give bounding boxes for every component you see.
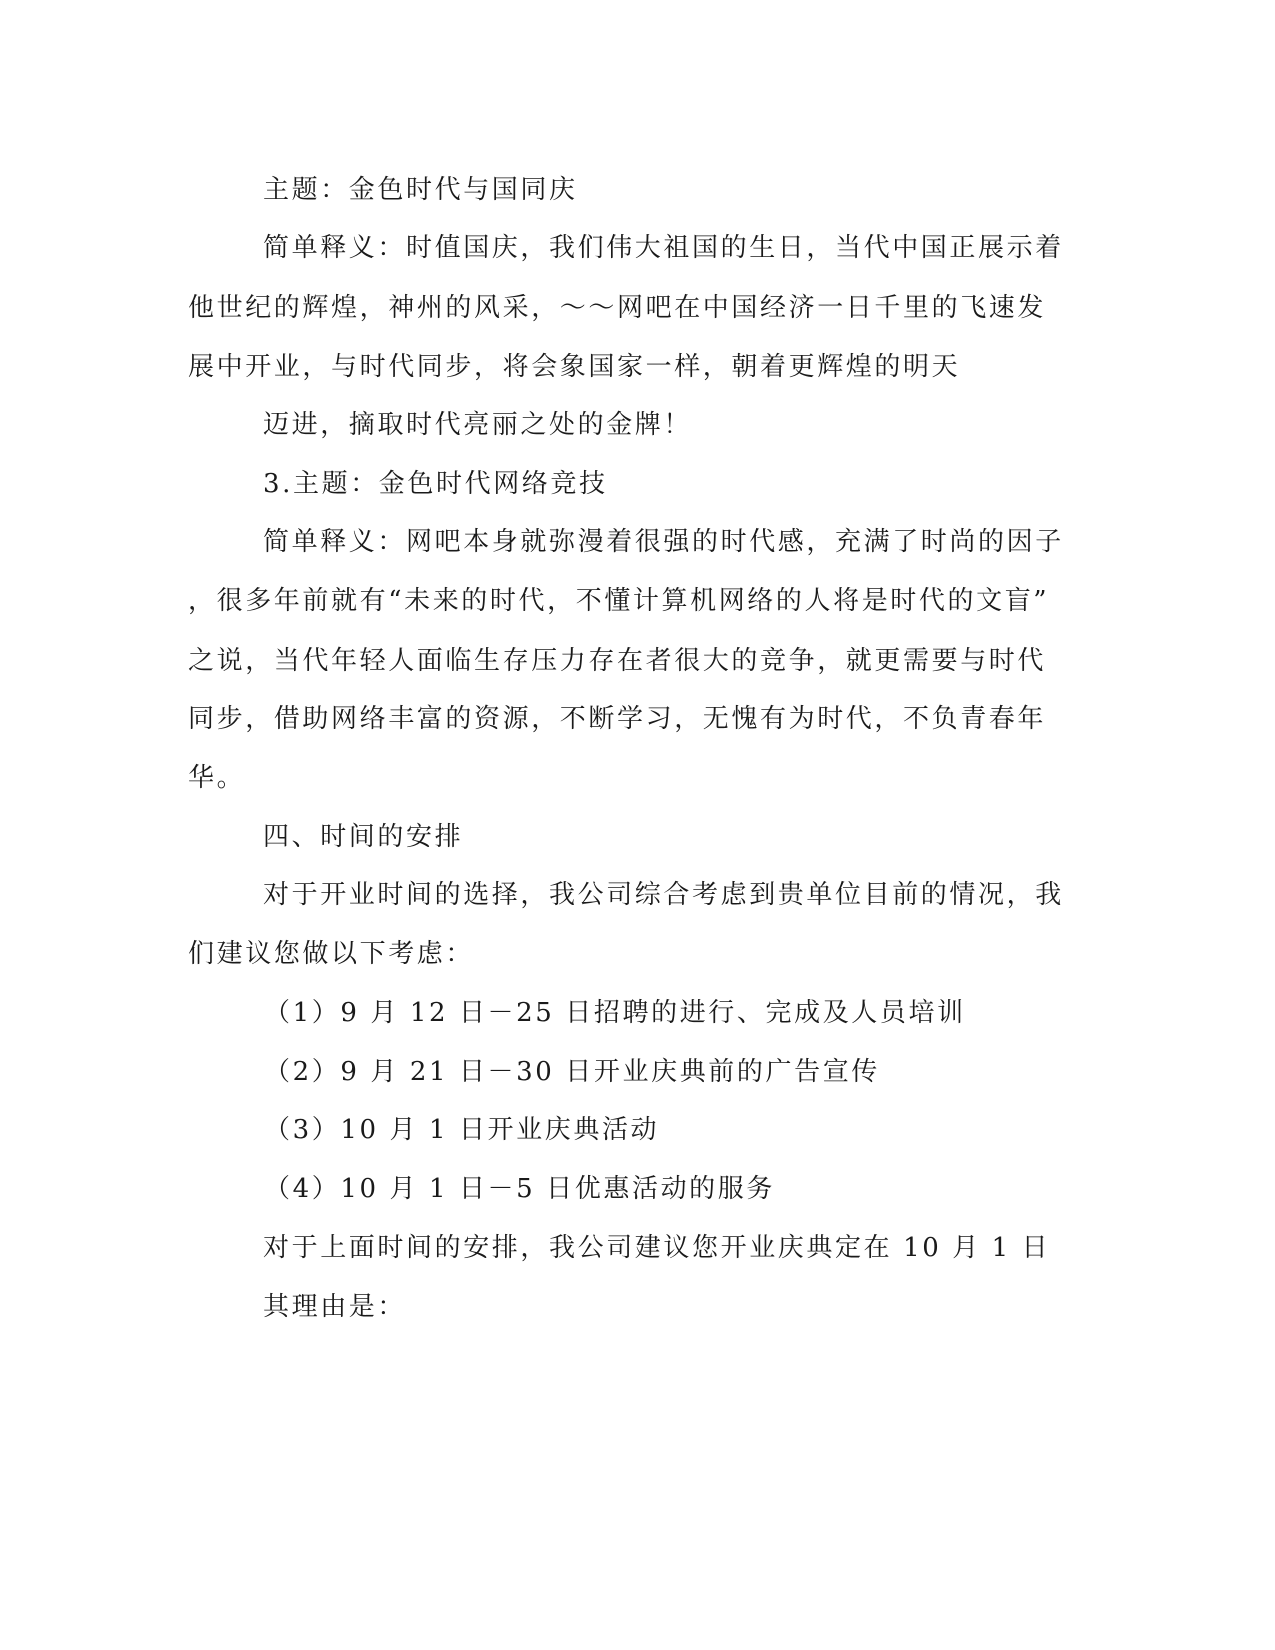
theme-3-explanation-line-4: 同步，借助网络丰富的资源，不断学习，无愧有为时代，不负青春年 [188, 704, 1047, 734]
theme-3-explanation-line-1: 简单释义：网吧本身就弥漫着很强的时代感，充满了时尚的因子 [263, 527, 1064, 557]
theme-3-heading: 3.主题：金色时代网络竞技 [263, 469, 608, 499]
reason-heading: 其理由是： [263, 1292, 407, 1322]
schedule-item-1: （1）9 月 12 日－25 日招聘的进行、完成及人员培训 [264, 998, 966, 1028]
theme-2-explanation-line-4: 迈进，摘取时代亮丽之处的金牌！ [263, 410, 693, 440]
theme-3-explanation-line-3: 之说，当代年轻人面临生存压力存在者很大的竞争，就更需要与时代 [188, 646, 1047, 676]
schedule-recommendation: 对于上面时间的安排，我公司建议您开业庆典定在 10 月 1 日 [263, 1233, 1051, 1263]
schedule-item-2: （2）9 月 21 日－30 日开业庆典前的广告宣传 [264, 1057, 880, 1087]
theme-2-explanation-line-2: 他世纪的辉煌，神州的风采，～～网吧在中国经济一日千里的飞速发 [188, 293, 1047, 323]
schedule-intro-line-2: 们建议您做以下考虑： [188, 939, 475, 969]
schedule-intro-line-1: 对于开业时间的选择，我公司综合考虑到贵单位目前的情况，我 [263, 880, 1064, 910]
theme-3-explanation-line-5: 华。 [188, 763, 246, 793]
section-4-heading: 四、时间的安排 [263, 822, 464, 852]
schedule-item-4: （4）10 月 1 日－5 日优惠活动的服务 [264, 1174, 775, 1204]
theme-2-heading: 主题：金色时代与国同庆 [263, 175, 578, 205]
theme-3-explanation-line-2: ，很多年前就有“未来的时代，不懂计算机网络的人将是时代的文盲” [188, 586, 1050, 616]
theme-2-explanation-line-1: 简单释义：时值国庆，我们伟大祖国的生日，当代中国正展示着 [263, 233, 1064, 263]
theme-2-explanation-line-3: 展中开业，与时代同步，将会象国家一样，朝着更辉煌的明天 [188, 352, 961, 382]
schedule-item-3: （3）10 月 1 日开业庆典活动 [264, 1115, 660, 1145]
